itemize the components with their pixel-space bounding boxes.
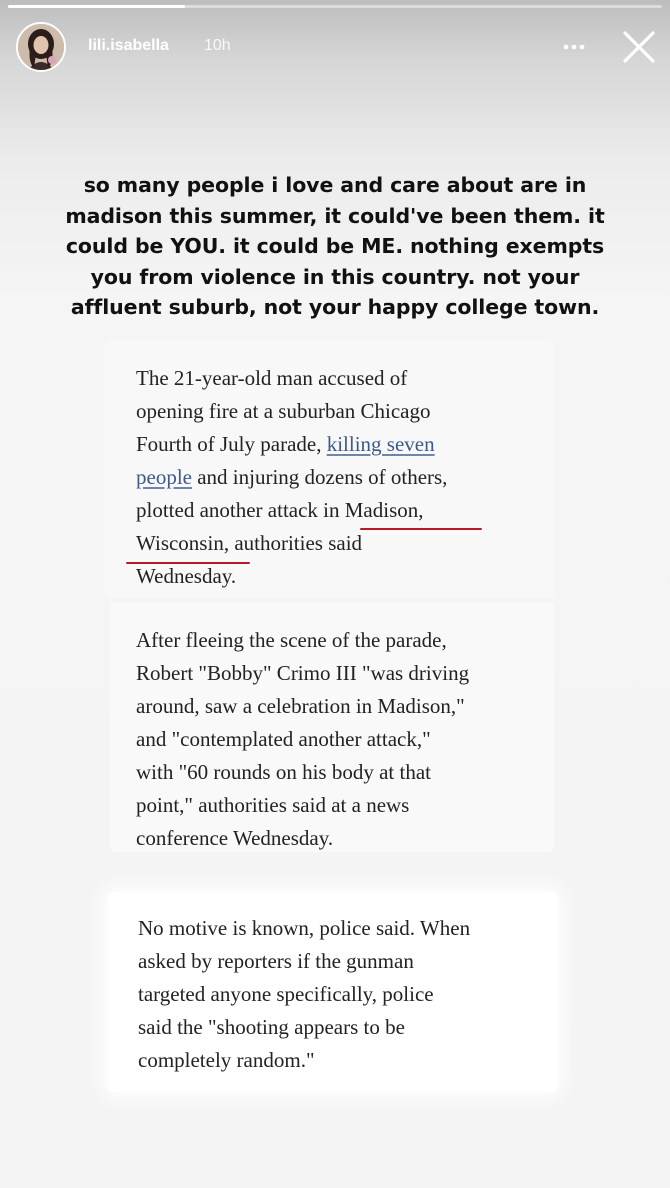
- article-line: After fleeing the scene of the parade,: [136, 628, 447, 652]
- article-line: with "60 rounds on his body at that: [136, 760, 431, 784]
- story-progress-fill: [8, 5, 185, 8]
- killing-seven-link[interactable]: killing seven: [326, 432, 435, 456]
- article-line: Robert "Bobby" Crimo III "was driving: [136, 661, 470, 685]
- article-line: [136, 428, 546, 461]
- annotation-underline-wisconsin: [126, 562, 250, 564]
- annotation-underline-madison: [360, 528, 482, 530]
- article-line: The 21-year-old man accused of: [136, 366, 408, 390]
- article-line: around, saw a celebration in Madison,": [136, 694, 465, 718]
- article-line: opening fire at a suburban Chicago: [136, 399, 431, 423]
- article-screenshot-3: [108, 892, 558, 1092]
- article-line: said the "shooting appears to be: [138, 1015, 405, 1039]
- article-paragraph-3: [138, 912, 558, 1077]
- story-header: [16, 20, 656, 74]
- story-caption: [30, 170, 640, 323]
- avatar[interactable]: [16, 22, 66, 72]
- article-line: No motive is known, police said. When: [138, 916, 471, 940]
- article-line: [136, 461, 546, 494]
- article-line: conference Wednesday.: [136, 826, 334, 850]
- article-line: completely random.": [138, 1048, 315, 1072]
- caption-line: you from violence in this country. not your: [90, 264, 580, 289]
- article-line: targeted anyone specifically, police: [138, 982, 434, 1006]
- caption-line: affluent suburb, not your happy college town.: [70, 295, 600, 319]
- article-paragraph-1: [136, 362, 546, 593]
- article-text-segment: and injuring dozens of others,: [191, 465, 448, 489]
- article-screenshot-1: [104, 340, 554, 598]
- people-link[interactable]: people: [136, 465, 192, 489]
- article-line: asked by reporters if the gunman: [138, 949, 414, 973]
- caption-line: so many people i love and care about are in: [83, 173, 587, 197]
- timestamp: 10h: [204, 37, 231, 54]
- article-line: Wisconsin, authorities said: [136, 531, 363, 555]
- username[interactable]: lili.isabella: [88, 37, 169, 54]
- article-screenshot-2: [110, 602, 554, 852]
- article-line: plotted another attack in Madison,: [136, 498, 424, 522]
- article-line: and "contemplated another attack,": [136, 727, 431, 751]
- avatar-photo: [18, 24, 64, 70]
- caption-line: madison this summer, it could've been them. it: [65, 203, 605, 228]
- caption-line: could be YOU. it could be ME. nothing exempts: [65, 234, 605, 258]
- story-progress-bar: [8, 5, 662, 8]
- article-paragraph-2: [136, 624, 546, 855]
- close-icon[interactable]: [620, 28, 658, 66]
- more-horizontal-icon[interactable]: [556, 32, 596, 62]
- article-line: Wednesday.: [136, 564, 237, 588]
- article-line: point," authorities said at a news: [136, 793, 410, 817]
- article-text-segment: Fourth of July parade,: [136, 432, 327, 456]
